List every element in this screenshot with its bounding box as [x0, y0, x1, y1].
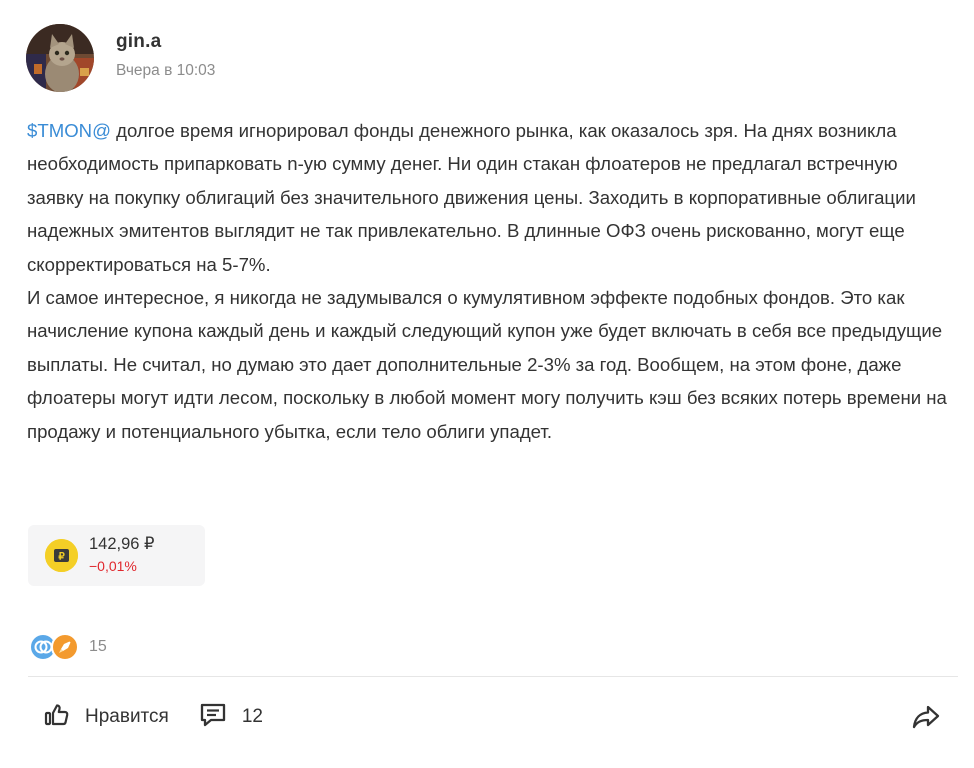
rocket-reaction-icon [51, 633, 79, 661]
comments-button[interactable] [199, 702, 263, 733]
post-header [26, 24, 215, 92]
instrument-card[interactable] [28, 525, 205, 586]
like-label: Нравится [85, 706, 169, 727]
post-paragraph-2: И самое интересное, я никогда не задумывался о кумулятивном эффекте подобных фондов. Это как начисление купона каждый день и каждый следующий купон уже будет включать в себя все предыдущие выплаты. Не считал, но думаю это дает дополнительные 2-3% за год. Вообщем, на этом фоне, даже флоатеры могут идти лесом, поскольку в любой момент могу получить кэш без всяких потерь времени на продажу и потенциального убытка, если тело облиги упадет. [27, 287, 947, 442]
instrument-price: 142,96 ₽ [89, 535, 155, 553]
post-actions [44, 700, 263, 734]
instrument-change: −0,01% [89, 558, 137, 574]
like-button[interactable] [44, 702, 169, 733]
comments-count: 12 [241, 706, 263, 727]
post-time: Вчера в 10:03 [116, 61, 216, 79]
ticker-link[interactable]: $TMON@ [27, 120, 111, 141]
avatar[interactable] [26, 24, 94, 92]
ruble-coin-icon [45, 539, 78, 572]
reaction-count: 15 [89, 638, 107, 655]
author-name[interactable]: gin.a [116, 30, 162, 52]
svg-text:₽: ₽ [58, 551, 65, 563]
author-block [116, 31, 215, 80]
share-arrow-icon [911, 718, 941, 735]
post-paragraph-1-text: долгое время игнорировал фонды денежного рынка, как оказалось зря. На днях возникла необходимость припарковать n-ую сумму денег. Ни один стакан флоатеров не предлагал встречную заявку на покупку облигаций без значительного движения цены. Заходить в корпоративные облигации надежных эмитентов выглядит не так привлекательно. В длинные ОФЗ очень рискованно, могут еще скорректироваться на 5-7%. [27, 120, 916, 275]
reactions-summary[interactable] [29, 632, 107, 662]
cat-avatar-image [26, 24, 94, 92]
divider [28, 676, 958, 677]
post-body [27, 114, 959, 448]
thumbs-up-icon [44, 702, 70, 733]
share-button[interactable] [911, 703, 941, 731]
comment-icon [199, 702, 227, 733]
post-paragraph-1 [27, 114, 959, 281]
